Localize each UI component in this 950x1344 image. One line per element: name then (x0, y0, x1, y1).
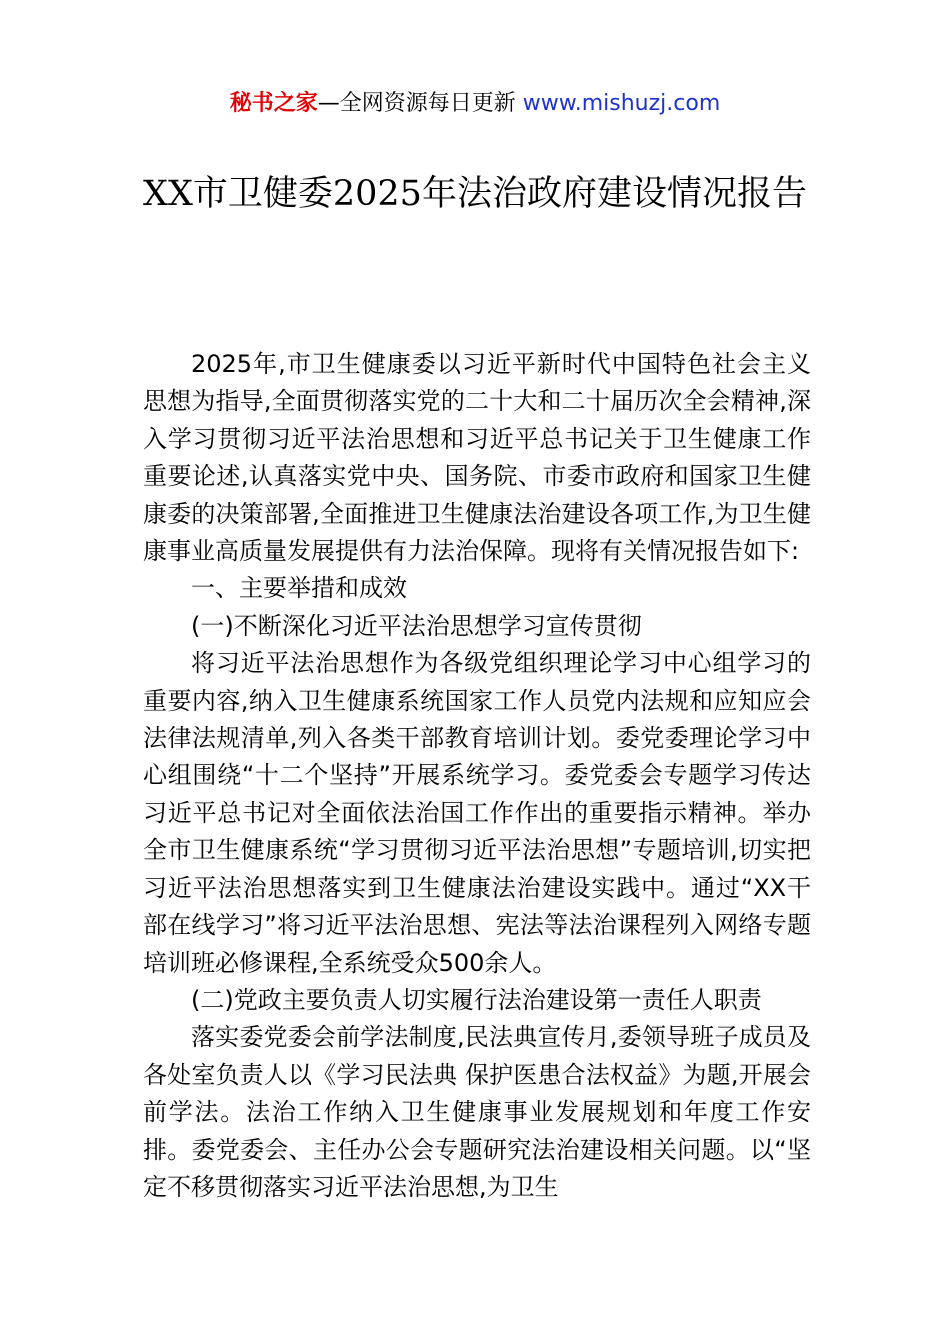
site-url-link[interactable]: www.mishuzj.com (522, 91, 721, 116)
subsection-heading: (二)党政主要负责人切实履行法治建设第一责任人职责 (191, 985, 762, 1014)
site-header (0, 88, 950, 120)
intro-paragraph: 2025年,市卫生健康委以习近平新时代中国特色社会主义思想为指导,全面贯彻落实党的二十大和二十届历次全会精神,深入学习贯彻习近平法治思想和习近平总书记关于卫生健康工作重要论述,认真落实党中央、国务院、市委市政府和国家卫生健康委的决策部署,全面推进卫生健康法治建设各项工作,为卫生健康事业高质量发展提供有力法治保障。现将有关情况报告如下: (143, 350, 811, 566)
body-paragraph: 落实委党委会前学法制度,民法典宣传月,委领导班子成员及各处室负责人以《学习民法典 保护医患合法权益》为题,开展会前学法。法治工作纳入卫生健康事业发展规划和年度工作安排。委党委会、主任办公会专题研究法治建设相关问题。以“坚定不移贯彻落实习近平法治思想,为卫生 (143, 1023, 811, 1201)
document-body (143, 346, 811, 1206)
subsection-heading: (一)不断深化习近平法治思想学习宣传贯彻 (191, 611, 642, 640)
site-slogan: —全网资源每日更新 (317, 91, 516, 116)
document-title: XX市卫健委2025年法治政府建设情况报告 (143, 174, 807, 214)
body-paragraph: 将习近平法治思想作为各级党组织理论学习中心组学习的重要内容,纳入卫生健康系统国家工作人员党内法规和应知应会法律法规清单,列入各类干部教育培训计划。委党委理论学习中心组围绕“十二个坚持”开展系统学习。委党委会专题学习传达习近平总书记对全面依法治国工作作出的重要指示精神。举办全市卫生健康系统“学习贯彻习近平法治思想”专题培训,切实把习近平法治思想落实到卫生健康法治建设实践中。通过“XX干部在线学习”将习近平法治思想、宪法等法治课程列入网络专题培训班必修课程,全系统受众500余人。 (143, 649, 811, 977)
site-name: 秘书之家 (229, 91, 318, 116)
section-heading: 一、主要举措和成效 (191, 574, 407, 603)
